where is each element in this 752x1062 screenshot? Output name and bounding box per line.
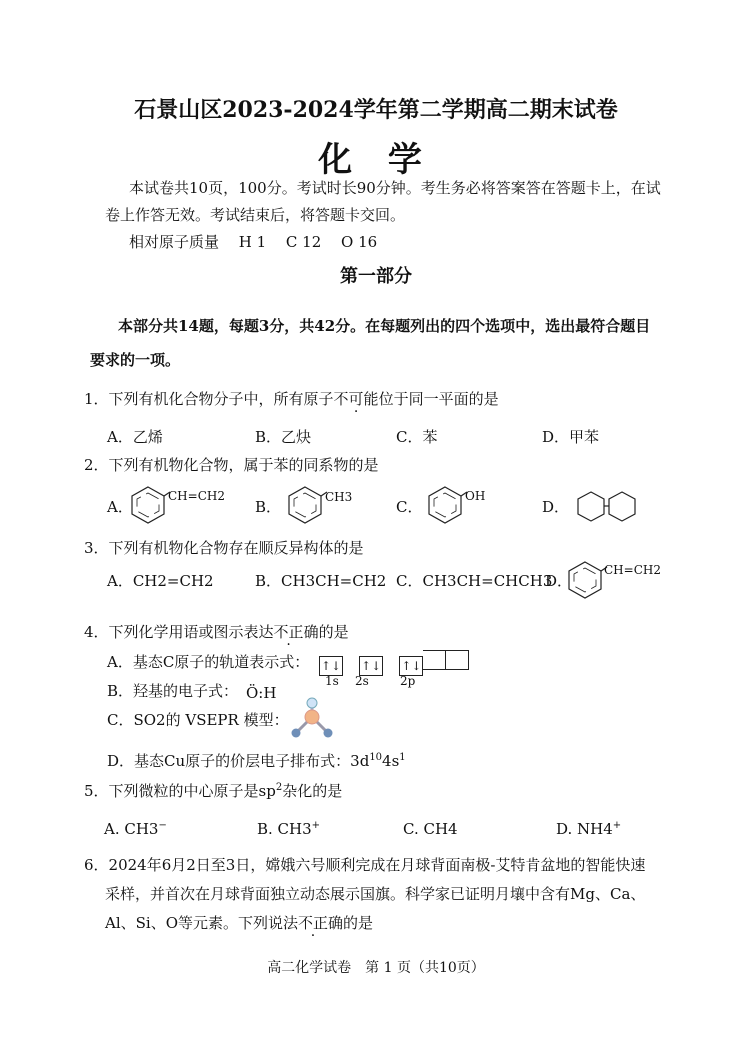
benzene-ring-right — [609, 492, 635, 521]
ring-double-bonds — [574, 568, 596, 592]
q5-d-text: D. NH4 — [556, 820, 613, 838]
q3-option-b: B．CH3CH=CH2 — [255, 572, 387, 590]
q2-label-b: B． — [255, 498, 282, 516]
q5-b-text: B. CH3 — [257, 820, 312, 838]
question-1-post: 位于同一平面的是 — [378, 390, 499, 408]
q4-d-sup-1: 10 — [369, 752, 383, 763]
q3-d-substituent: CH=CH2 — [604, 563, 661, 577]
hydroxyl-electron-formula: Ö:H — [246, 684, 277, 702]
question-5 — [84, 781, 342, 801]
q5-option-d — [556, 819, 621, 839]
orbital-2s: ↑↓ — [359, 656, 383, 676]
question-1 — [84, 389, 499, 409]
orbital-diagram — [319, 650, 469, 676]
lone-pair-sphere — [307, 698, 317, 708]
sulfur-atom — [305, 710, 319, 724]
question-6-line-3 — [105, 913, 373, 933]
q5-a-text: A. CH3 — [104, 820, 159, 838]
orbital-label-1s: 1s — [325, 674, 339, 688]
question-5-sup: 2 — [275, 782, 283, 793]
question-6-pre: Al、Si、O等元素。下列说法 — [105, 914, 299, 932]
oxygen-atom-left — [292, 729, 301, 738]
q4-option-c: C．SO2的 VSEPR 模型： — [107, 711, 289, 729]
part-heading: 第一部分 — [340, 266, 412, 287]
intro-line-1: 本试卷共10页，100分。考试时长90分钟。考生务必将答案答在答题卡上，在试 — [129, 179, 661, 197]
q4-d-sup-2: 1 — [399, 752, 406, 763]
orbital-2p-1: ↑↓ — [399, 656, 423, 676]
question-2: 2．下列有机物化合物，属于苯的同系物的是 — [84, 456, 379, 474]
q2-c-substituent: OH — [465, 489, 486, 503]
biphenyl-structure — [574, 490, 644, 524]
q4-option-a: A．基态C原子的轨道表示式： — [107, 653, 310, 671]
question-1-emphasis: 不可能 — [333, 390, 379, 408]
question-4 — [84, 622, 349, 642]
q2-label-c: C． — [396, 498, 423, 516]
atomic-mass: 相对原子质量 H 1 C 12 O 16 — [129, 233, 378, 251]
orbital-label-2p: 2p — [400, 674, 416, 688]
q5-d-charge: + — [612, 820, 622, 831]
q2-label-d: D． — [542, 498, 570, 516]
question-6-emphasis: 不正 — [298, 914, 329, 932]
question-6-line-2: 采样，并首次在月球背面独立动态展示国旗。科学家已证明月壤中含有Mg、Ca、 — [105, 885, 646, 903]
ring-double-bonds — [137, 493, 159, 517]
orbital-1s: ↑↓ — [319, 656, 343, 676]
question-6-post: 确的是 — [328, 914, 374, 932]
q3-option-d: D． — [545, 572, 573, 590]
q1-option-a: A．乙烯 — [107, 428, 163, 446]
q5-option-b — [257, 819, 320, 839]
benzene-ring-left — [578, 492, 604, 521]
q2-b-substituent: CH3 — [325, 490, 353, 504]
q5-option-a — [104, 819, 167, 839]
orbital-label-2s: 2s — [355, 674, 369, 688]
q5-a-charge: − — [158, 820, 167, 831]
q5-option-c — [403, 819, 458, 839]
q1-option-b: B．乙炔 — [255, 428, 312, 446]
intro-line-2: 卷上作答无效。考试结束后，将答题卡交回。 — [105, 206, 406, 224]
question-4-post: 确的是 — [303, 623, 349, 641]
orbital-2p-2 — [423, 650, 446, 670]
q2-label-a: A． — [107, 498, 133, 516]
q4-d-mid: 4s — [382, 752, 400, 770]
q5-c-text: C. CH4 — [403, 820, 458, 838]
question-3: 3．下列有机物化合物存在顺反异构体的是 — [84, 539, 364, 557]
question-4-pre: 4．下列化学用语或图示表达 — [84, 623, 274, 641]
q3-option-c: C．CH3CH=CHCH3 — [396, 572, 553, 590]
orbital-2p-3 — [446, 650, 469, 670]
question-5-post: 杂化的是 — [282, 782, 343, 800]
question-1-pre: 1．下列有机化合物分子中，所有原子 — [84, 390, 334, 408]
exam-title: 石景山区2023-2024学年第二学期高二期末试卷 — [134, 97, 618, 123]
part-instructions-2: 要求的一项。 — [90, 351, 181, 369]
q1-option-d: D．甲苯 — [542, 428, 600, 446]
oxygen-atom-right — [324, 729, 333, 738]
ring-double-bonds — [434, 493, 456, 517]
question-5-pre: 5．下列微粒的中心原子是sp — [84, 782, 276, 800]
subject-title: 化 学 — [318, 140, 434, 180]
q4-d-pre: D．基态Cu原子的价层电子排布式：3d — [107, 752, 370, 770]
question-4-emphasis: 不正 — [273, 623, 304, 641]
q4-option-d — [107, 751, 406, 771]
question-6-line-1: 6．2024年6月2日至3日，嫦娥六号顺利完成在月球背面南极-艾特肯盆地的智能快速 — [84, 856, 646, 874]
ring-double-bonds — [294, 493, 316, 517]
so2-vsepr-model — [286, 695, 338, 743]
q4-option-b: B．羟基的电子式： — [107, 682, 239, 700]
q5-b-charge: + — [311, 820, 321, 831]
page-footer: 高二化学试卷 第 1 页（共10页） — [267, 960, 485, 976]
q1-option-c: C．苯 — [396, 428, 438, 446]
q3-option-a: A．CH2=CH2 — [107, 572, 214, 590]
q2-a-substituent: CH=CH2 — [168, 489, 225, 503]
part-instructions-1: 本部分共14题，每题3分，共42分。在每题列出的四个选项中，选出最符合题目 — [118, 317, 651, 335]
